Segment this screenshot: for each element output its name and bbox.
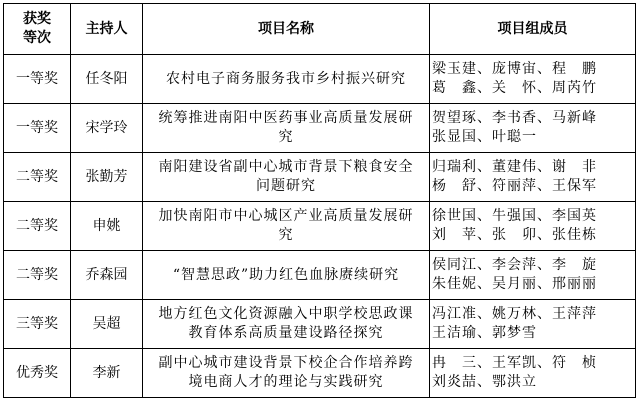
- members-line: 梁玉建、庞博宙、程 鹏: [432, 61, 597, 77]
- members-cell: [430, 202, 636, 251]
- members-cell: [430, 300, 636, 349]
- project-name-cell: [143, 300, 430, 349]
- award-level-cell: 二等奖: [4, 202, 71, 251]
- members-line: 刘 苹、张 卯、张佳栋: [432, 227, 597, 243]
- project-name-cell: [143, 251, 430, 300]
- award-level-cell: 一等奖: [4, 104, 71, 153]
- project-name-line: 南阳建设省副中心城市背景下粮食安全: [158, 159, 414, 175]
- project-name-line: 教育体系高质量建设路径探究: [188, 325, 384, 341]
- members-line: 王洁瑜、郭梦雪: [432, 325, 537, 341]
- members-cell: [430, 153, 636, 202]
- project-name-line: 地方红色文化资源融入中职学校思政课: [158, 306, 414, 322]
- project-name-line: 究: [278, 129, 294, 145]
- table-row: [4, 202, 636, 251]
- project-name-cell: [143, 104, 430, 153]
- award-level-cell: 二等奖: [4, 251, 71, 300]
- table-row: [4, 349, 636, 398]
- table-row: [4, 300, 636, 349]
- project-name-line: 问题研究: [256, 178, 316, 194]
- members-cell: [430, 55, 636, 104]
- members-cell: [430, 251, 636, 300]
- awards-table: [3, 3, 636, 398]
- award-level-cell: 优秀奖: [4, 349, 71, 398]
- members-line: 贺望琢、李书香、马新峰: [432, 110, 597, 126]
- host-cell: 张勤芳: [71, 153, 143, 202]
- header-members: 项目组成员: [430, 4, 636, 55]
- project-name-line: 统筹推进南阳中医药事业高质量发展研: [158, 110, 414, 126]
- host-cell: 乔森园: [71, 251, 143, 300]
- table-row: [4, 104, 636, 153]
- header-award-level: [4, 4, 71, 55]
- header-award-line1: 获奖: [23, 11, 51, 27]
- project-name-cell: [143, 202, 430, 251]
- project-name-line: 境电商人才的理论与实践研究: [188, 374, 384, 390]
- table-header-row: [4, 4, 636, 55]
- members-line: 徐世国、牛强国、李国英: [432, 208, 597, 224]
- members-line: 归瑞利、董建伟、谢 非: [432, 159, 597, 175]
- project-name-line: 加快南阳市中心城区产业高质量发展研: [158, 208, 414, 224]
- project-name-line: 副中心城市建设背景下校企合作培养跨: [158, 355, 414, 371]
- host-cell: 任冬阳: [71, 55, 143, 104]
- host-cell: 李新: [71, 349, 143, 398]
- header-host: 主持人: [71, 4, 143, 55]
- members-cell: [430, 104, 636, 153]
- members-line: 张显国、叶聪一: [432, 129, 537, 145]
- members-line: 冯江准、姚万林、王萍萍: [432, 306, 597, 322]
- members-line: 朱佳妮、吴月丽、邢丽丽: [432, 276, 597, 292]
- members-line: 侯同江、李会萍、李 旋: [432, 257, 597, 273]
- award-level-cell: 三等奖: [4, 300, 71, 349]
- members-line: 葛 鑫、关 怀、周芮竹: [432, 80, 597, 96]
- host-cell: 吴超: [71, 300, 143, 349]
- table-body: [4, 55, 636, 398]
- project-name-cell: [143, 55, 430, 104]
- project-name-cell: [143, 349, 430, 398]
- project-name-line: 究: [278, 227, 294, 243]
- members-line: 刘炎喆、鄂洪立: [432, 374, 537, 390]
- award-level-cell: 二等奖: [4, 153, 71, 202]
- project-name-line: 农村电子商务服务我市乡村振兴研究: [166, 70, 406, 87]
- members-line: 冉 三、王军凯、符 桢: [432, 355, 597, 371]
- members-cell: [430, 349, 636, 398]
- table-row: [4, 251, 636, 300]
- project-name-cell: [143, 153, 430, 202]
- table-row: [4, 153, 636, 202]
- project-name-line: “智慧思政”助力红色血脉赓续研究: [172, 266, 400, 283]
- header-project: 项目名称: [143, 4, 430, 55]
- host-cell: 宋学玲: [71, 104, 143, 153]
- table-row: [4, 55, 636, 104]
- host-cell: 申姚: [71, 202, 143, 251]
- header-award-line2: 等次: [23, 30, 51, 46]
- members-line: 杨 舒、符丽萍、王保军: [432, 178, 597, 194]
- award-level-cell: 一等奖: [4, 55, 71, 104]
